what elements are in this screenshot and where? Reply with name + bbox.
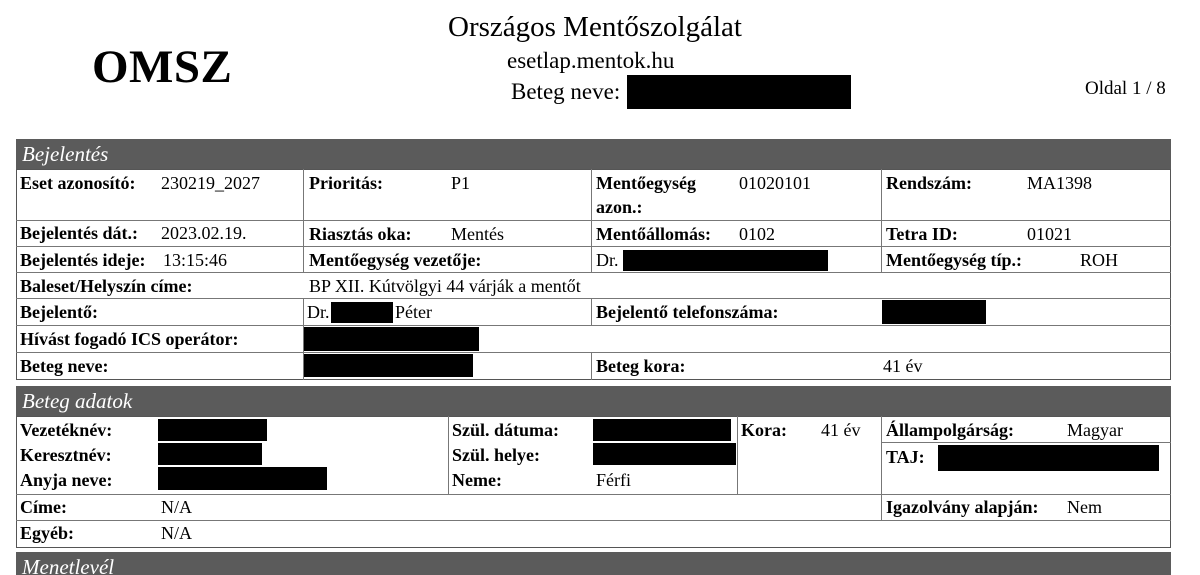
datum-value: 2023.02.19. <box>161 223 247 243</box>
row-divider <box>16 246 1171 247</box>
kora-label: Kora: <box>741 420 787 440</box>
page-number: Oldal 1 / 8 <box>1085 78 1166 99</box>
prioritas-label: Prioritás: <box>309 173 383 193</box>
header-patient-label: Beteg neve: <box>511 79 621 104</box>
neme-label: Neme: <box>452 470 502 490</box>
row-divider <box>16 352 1171 353</box>
mentoegyseg-azon-label-1: Mentőegység <box>596 173 696 193</box>
tipus-label: Mentőegység típ.: <box>886 250 1022 270</box>
col-divider <box>448 416 449 494</box>
vezeto-label: Mentőegység vezetője: <box>309 250 482 270</box>
col-divider <box>881 416 882 520</box>
allampolgarsag-label: Állampolgárság: <box>886 420 1014 440</box>
anyja-label: Anyja neve: <box>20 470 113 490</box>
operator-label: Hívást fogadó ICS operátor: <box>20 329 239 349</box>
row-divider <box>16 325 1171 326</box>
kora-value: 41 év <box>821 420 861 440</box>
prioritas-value: P1 <box>451 173 471 193</box>
row-divider <box>16 520 1171 521</box>
igazolvany-label: Igazolvány alapján: <box>886 497 1039 517</box>
egyeb-value: N/A <box>161 523 192 543</box>
helyszin-value: BP XII. Kútvölgyi 44 várják a mentőt <box>309 276 581 296</box>
row-divider <box>16 298 1171 299</box>
row-divider <box>16 272 1171 273</box>
redaction-bar <box>304 327 479 351</box>
beteg-kor-label: Beteg kora: <box>596 356 686 376</box>
taj-label: TAJ: <box>886 447 925 467</box>
row-divider <box>16 494 1171 495</box>
vezeteknev-label: Vezetéknév: <box>20 420 113 440</box>
riasztas-value: Mentés <box>451 224 504 244</box>
col-divider <box>737 416 738 494</box>
redaction-bar <box>593 419 731 441</box>
szul-hely-label: Szül. helye: <box>452 445 540 465</box>
cime-value: N/A <box>161 497 192 517</box>
vezeto-prefix: Dr. <box>596 250 619 270</box>
keresztnev-label: Keresztnév: <box>20 445 112 465</box>
rendszam-label: Rendszám: <box>886 173 972 193</box>
section-header-beteg-adatok: Beteg adatok <box>16 386 1171 416</box>
document-title: Országos Mentőszolgálat <box>448 11 742 43</box>
riasztas-label: Riasztás oka: <box>309 224 412 244</box>
telefon-label: Bejelentő telefonszáma: <box>596 302 779 322</box>
col-divider <box>591 298 592 325</box>
redaction-bar <box>158 467 327 490</box>
datum-label: Bejelentés dát.: <box>20 223 138 243</box>
tipus-value: ROH <box>1080 250 1119 270</box>
egyeb-label: Egyéb: <box>20 523 74 543</box>
redaction-bar <box>938 445 1159 471</box>
neme-value: Férfi <box>596 470 631 490</box>
cime-label: Címe: <box>20 497 67 517</box>
col-divider <box>591 169 592 273</box>
redaction-bar <box>623 250 828 271</box>
redaction-bar <box>331 302 393 323</box>
beteg-nev-label: Beteg neve: <box>20 356 109 376</box>
bejelento-label: Bejelentő: <box>20 302 98 322</box>
mentoallomas-label: Mentőállomás: <box>596 224 711 244</box>
col-divider <box>591 352 592 380</box>
redaction-bar <box>627 75 851 109</box>
section-header-menetlevel: Menetlevél <box>16 552 1171 575</box>
mentoegyseg-azon-value: 01020101 <box>739 173 811 193</box>
mentoegyseg-azon-label-2: azon.: <box>596 197 643 217</box>
redaction-bar <box>882 300 986 324</box>
igazolvany-value: Nem <box>1067 497 1102 517</box>
tetra-label: Tetra ID: <box>886 224 958 244</box>
redaction-bar <box>158 419 267 441</box>
redaction-bar <box>593 443 736 465</box>
ido-value: 13:15:46 <box>163 250 228 270</box>
eset-value: 230219_2027 <box>161 173 260 193</box>
bejelento-prefix: Dr. <box>307 302 330 322</box>
mentoallomas-value: 0102 <box>739 224 775 244</box>
beteg-kor-value: 41 év <box>883 356 923 376</box>
row-divider <box>881 442 1171 443</box>
allampolgarsag-value: Magyar <box>1067 420 1123 440</box>
eset-label: Eset azonosító: <box>20 173 136 193</box>
section-header-bejelentes: Bejelentés <box>16 139 1171 169</box>
site-url: esetlap.mentok.hu <box>507 48 675 73</box>
szul-datum-label: Szül. dátuma: <box>452 420 560 440</box>
helyszin-label: Baleset/Helyszín címe: <box>20 276 193 296</box>
col-divider <box>881 169 882 273</box>
logo: OMSZ <box>92 41 233 93</box>
rendszam-value: MA1398 <box>1027 173 1093 193</box>
col-divider <box>303 169 304 273</box>
ido-label: Bejelentés ideje: <box>20 250 146 270</box>
row-divider <box>16 220 1171 221</box>
tetra-value: 01021 <box>1027 224 1072 244</box>
redaction-bar <box>304 354 473 377</box>
bejelento-name: Péter <box>395 302 432 322</box>
redaction-bar <box>158 443 262 465</box>
